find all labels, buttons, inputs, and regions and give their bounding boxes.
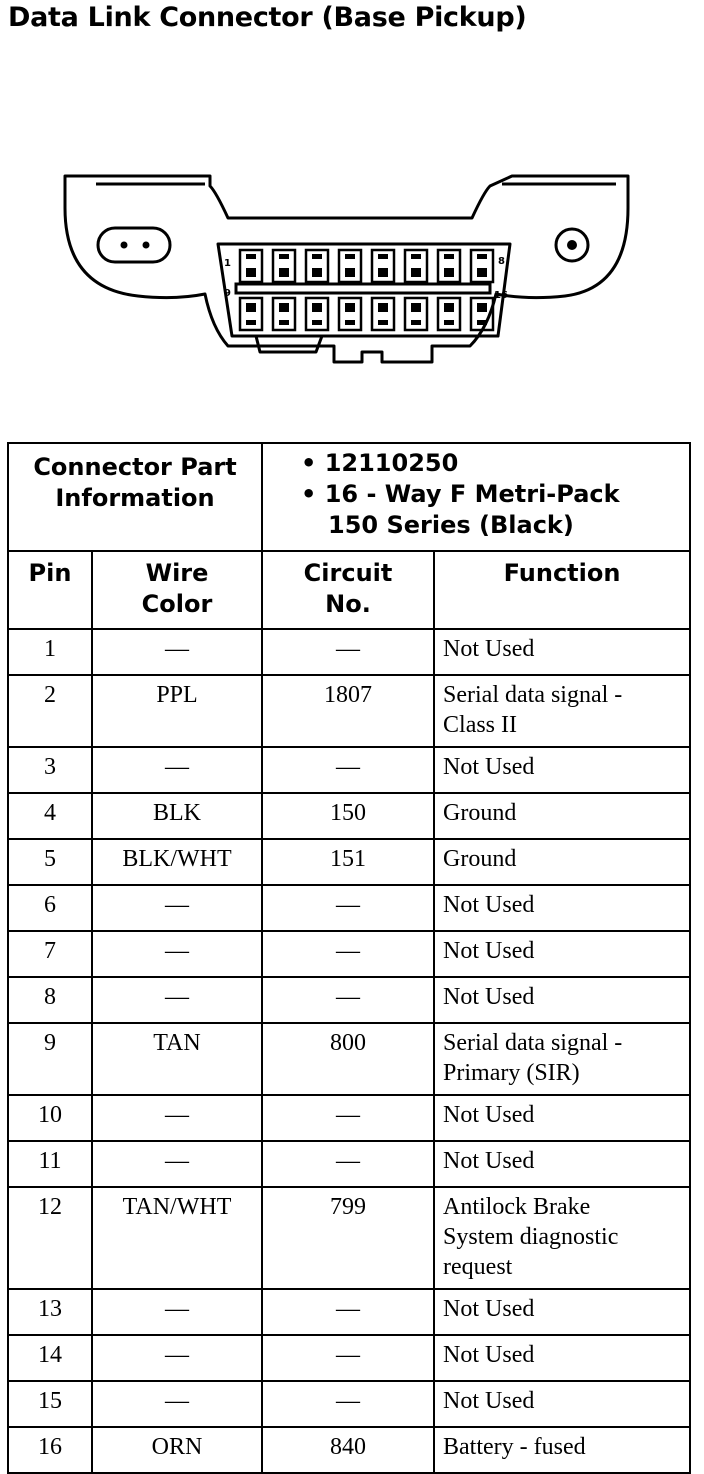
- table-row: [8, 629, 690, 675]
- pin-number: 5: [8, 839, 92, 885]
- circuit-number: 150: [262, 793, 434, 839]
- connector-info-label: Connector Part Information: [8, 443, 262, 551]
- circuit-number: 151: [262, 839, 434, 885]
- function-text: Not Used: [443, 754, 535, 780]
- circuit-number: 800: [262, 1023, 434, 1095]
- table-row: [8, 1187, 690, 1289]
- header-function: Function: [434, 551, 690, 629]
- connector-divider: [236, 284, 490, 293]
- wire-color: —: [92, 885, 262, 931]
- pin-number: 1: [8, 629, 92, 675]
- wire-color: TAN: [92, 1023, 262, 1095]
- pin-number: 10: [8, 1095, 92, 1141]
- function-cell: [434, 629, 690, 675]
- function-cell: [434, 839, 690, 885]
- table-row: [8, 1335, 690, 1381]
- function-text: Antilock Brake: [443, 1194, 591, 1220]
- table-row: [8, 747, 690, 793]
- circuit-number: 840: [262, 1427, 434, 1473]
- bottom-pin-row: [240, 298, 493, 330]
- pin-number: 4: [8, 793, 92, 839]
- table-row: [8, 1381, 690, 1427]
- pin-number: 8: [8, 977, 92, 1023]
- function-cell: [434, 1335, 690, 1381]
- pin-number: 16: [8, 1427, 92, 1473]
- function-text: Not Used: [443, 984, 535, 1010]
- table-row: [8, 885, 690, 931]
- function-cell: [434, 1289, 690, 1335]
- table-row: [8, 1023, 690, 1095]
- table-row: [8, 1427, 690, 1473]
- wire-color: —: [92, 1095, 262, 1141]
- function-text: Not Used: [443, 1148, 535, 1174]
- pin-label-16: 16: [494, 290, 508, 301]
- table-row: [8, 1141, 690, 1187]
- pin-number: 3: [8, 747, 92, 793]
- circuit-number: 799: [262, 1187, 434, 1289]
- function-text: Not Used: [443, 892, 535, 918]
- pin-number: 11: [8, 1141, 92, 1187]
- pin-number: 6: [8, 885, 92, 931]
- pinout-table: [7, 442, 691, 1474]
- circuit-number: —: [262, 629, 434, 675]
- function-cell: [434, 675, 690, 747]
- function-text: System diagnostic: [443, 1224, 619, 1250]
- circuit-number: —: [262, 1335, 434, 1381]
- wire-color: —: [92, 931, 262, 977]
- wire-color: —: [92, 1141, 262, 1187]
- function-cell: [434, 1427, 690, 1473]
- circuit-number: —: [262, 885, 434, 931]
- connector-diagram: [60, 168, 640, 380]
- wire-color: —: [92, 1335, 262, 1381]
- page-title: Data Link Connector (Base Pickup): [8, 2, 527, 33]
- connector-info-values: [262, 443, 690, 551]
- circuit-number: —: [262, 977, 434, 1023]
- wire-color: BLK: [92, 793, 262, 839]
- function-text: Not Used: [443, 636, 535, 662]
- header-wire-color: Wire Color: [92, 551, 262, 629]
- function-text: Battery - fused: [443, 1434, 586, 1460]
- wire-color: PPL: [92, 675, 262, 747]
- pin-number: 9: [8, 1023, 92, 1095]
- connector-type: • 16 - Way F Metri-Pack: [301, 480, 620, 508]
- left-mount-slot: [98, 228, 170, 262]
- connector-series: 150 Series (Black): [328, 511, 574, 539]
- function-cell: [434, 1187, 690, 1289]
- table-row: [8, 793, 690, 839]
- pin-label-1: 1: [224, 258, 231, 269]
- table-row: [8, 1095, 690, 1141]
- wire-color: TAN/WHT: [92, 1187, 262, 1289]
- circuit-number: —: [262, 747, 434, 793]
- function-text: Primary (SIR): [443, 1060, 580, 1086]
- wire-color: —: [92, 629, 262, 675]
- function-cell: [434, 1141, 690, 1187]
- pin-number: 13: [8, 1289, 92, 1335]
- circuit-number: —: [262, 1381, 434, 1427]
- table-row: [8, 1289, 690, 1335]
- function-cell: [434, 1023, 690, 1095]
- circuit-number: —: [262, 1095, 434, 1141]
- wire-color: —: [92, 977, 262, 1023]
- function-text: Not Used: [443, 1102, 535, 1128]
- function-cell: [434, 1095, 690, 1141]
- function-text: Serial data signal -: [443, 682, 623, 708]
- pin-number: 14: [8, 1335, 92, 1381]
- connector-latch: [256, 336, 322, 352]
- wire-color: —: [92, 1381, 262, 1427]
- pin-number: 15: [8, 1381, 92, 1427]
- pin-number: 12: [8, 1187, 92, 1289]
- function-text: Not Used: [443, 1296, 535, 1322]
- table-row: [8, 931, 690, 977]
- header-pin: Pin: [8, 551, 92, 629]
- pin-number: 2: [8, 675, 92, 747]
- table-row: [8, 977, 690, 1023]
- pin-label-8: 8: [498, 256, 505, 267]
- wire-color: —: [92, 747, 262, 793]
- top-pin-row: [240, 250, 493, 282]
- function-text: Serial data signal -: [443, 1030, 623, 1056]
- function-cell: [434, 977, 690, 1023]
- function-cell: [434, 793, 690, 839]
- function-text: Ground: [443, 800, 517, 826]
- circuit-number: —: [262, 1141, 434, 1187]
- pin-number: 7: [8, 931, 92, 977]
- function-cell: [434, 1381, 690, 1427]
- table-header-row: [8, 551, 690, 629]
- function-text: Class II: [443, 712, 518, 738]
- function-text: Not Used: [443, 1342, 535, 1368]
- circuit-number: —: [262, 931, 434, 977]
- circuit-number: —: [262, 1289, 434, 1335]
- table-row: [8, 839, 690, 885]
- wire-color: —: [92, 1289, 262, 1335]
- circuit-number: 1807: [262, 675, 434, 747]
- function-text: request: [443, 1254, 513, 1280]
- pin-label-9: 9: [224, 288, 231, 299]
- table-row: [8, 675, 690, 747]
- function-cell: [434, 747, 690, 793]
- bottom-pin-contacts: [246, 303, 487, 325]
- function-text: Not Used: [443, 938, 535, 964]
- function-cell: [434, 931, 690, 977]
- wire-color: ORN: [92, 1427, 262, 1473]
- connector-info-row: [8, 443, 690, 551]
- function-text: Ground: [443, 846, 517, 872]
- wire-color: BLK/WHT: [92, 839, 262, 885]
- function-cell: [434, 885, 690, 931]
- function-text: Not Used: [443, 1388, 535, 1414]
- pin-rows: [8, 629, 690, 1473]
- header-circuit-no: Circuit No.: [262, 551, 434, 629]
- top-pin-contacts: [246, 254, 487, 277]
- part-number: • 12110250: [301, 449, 459, 477]
